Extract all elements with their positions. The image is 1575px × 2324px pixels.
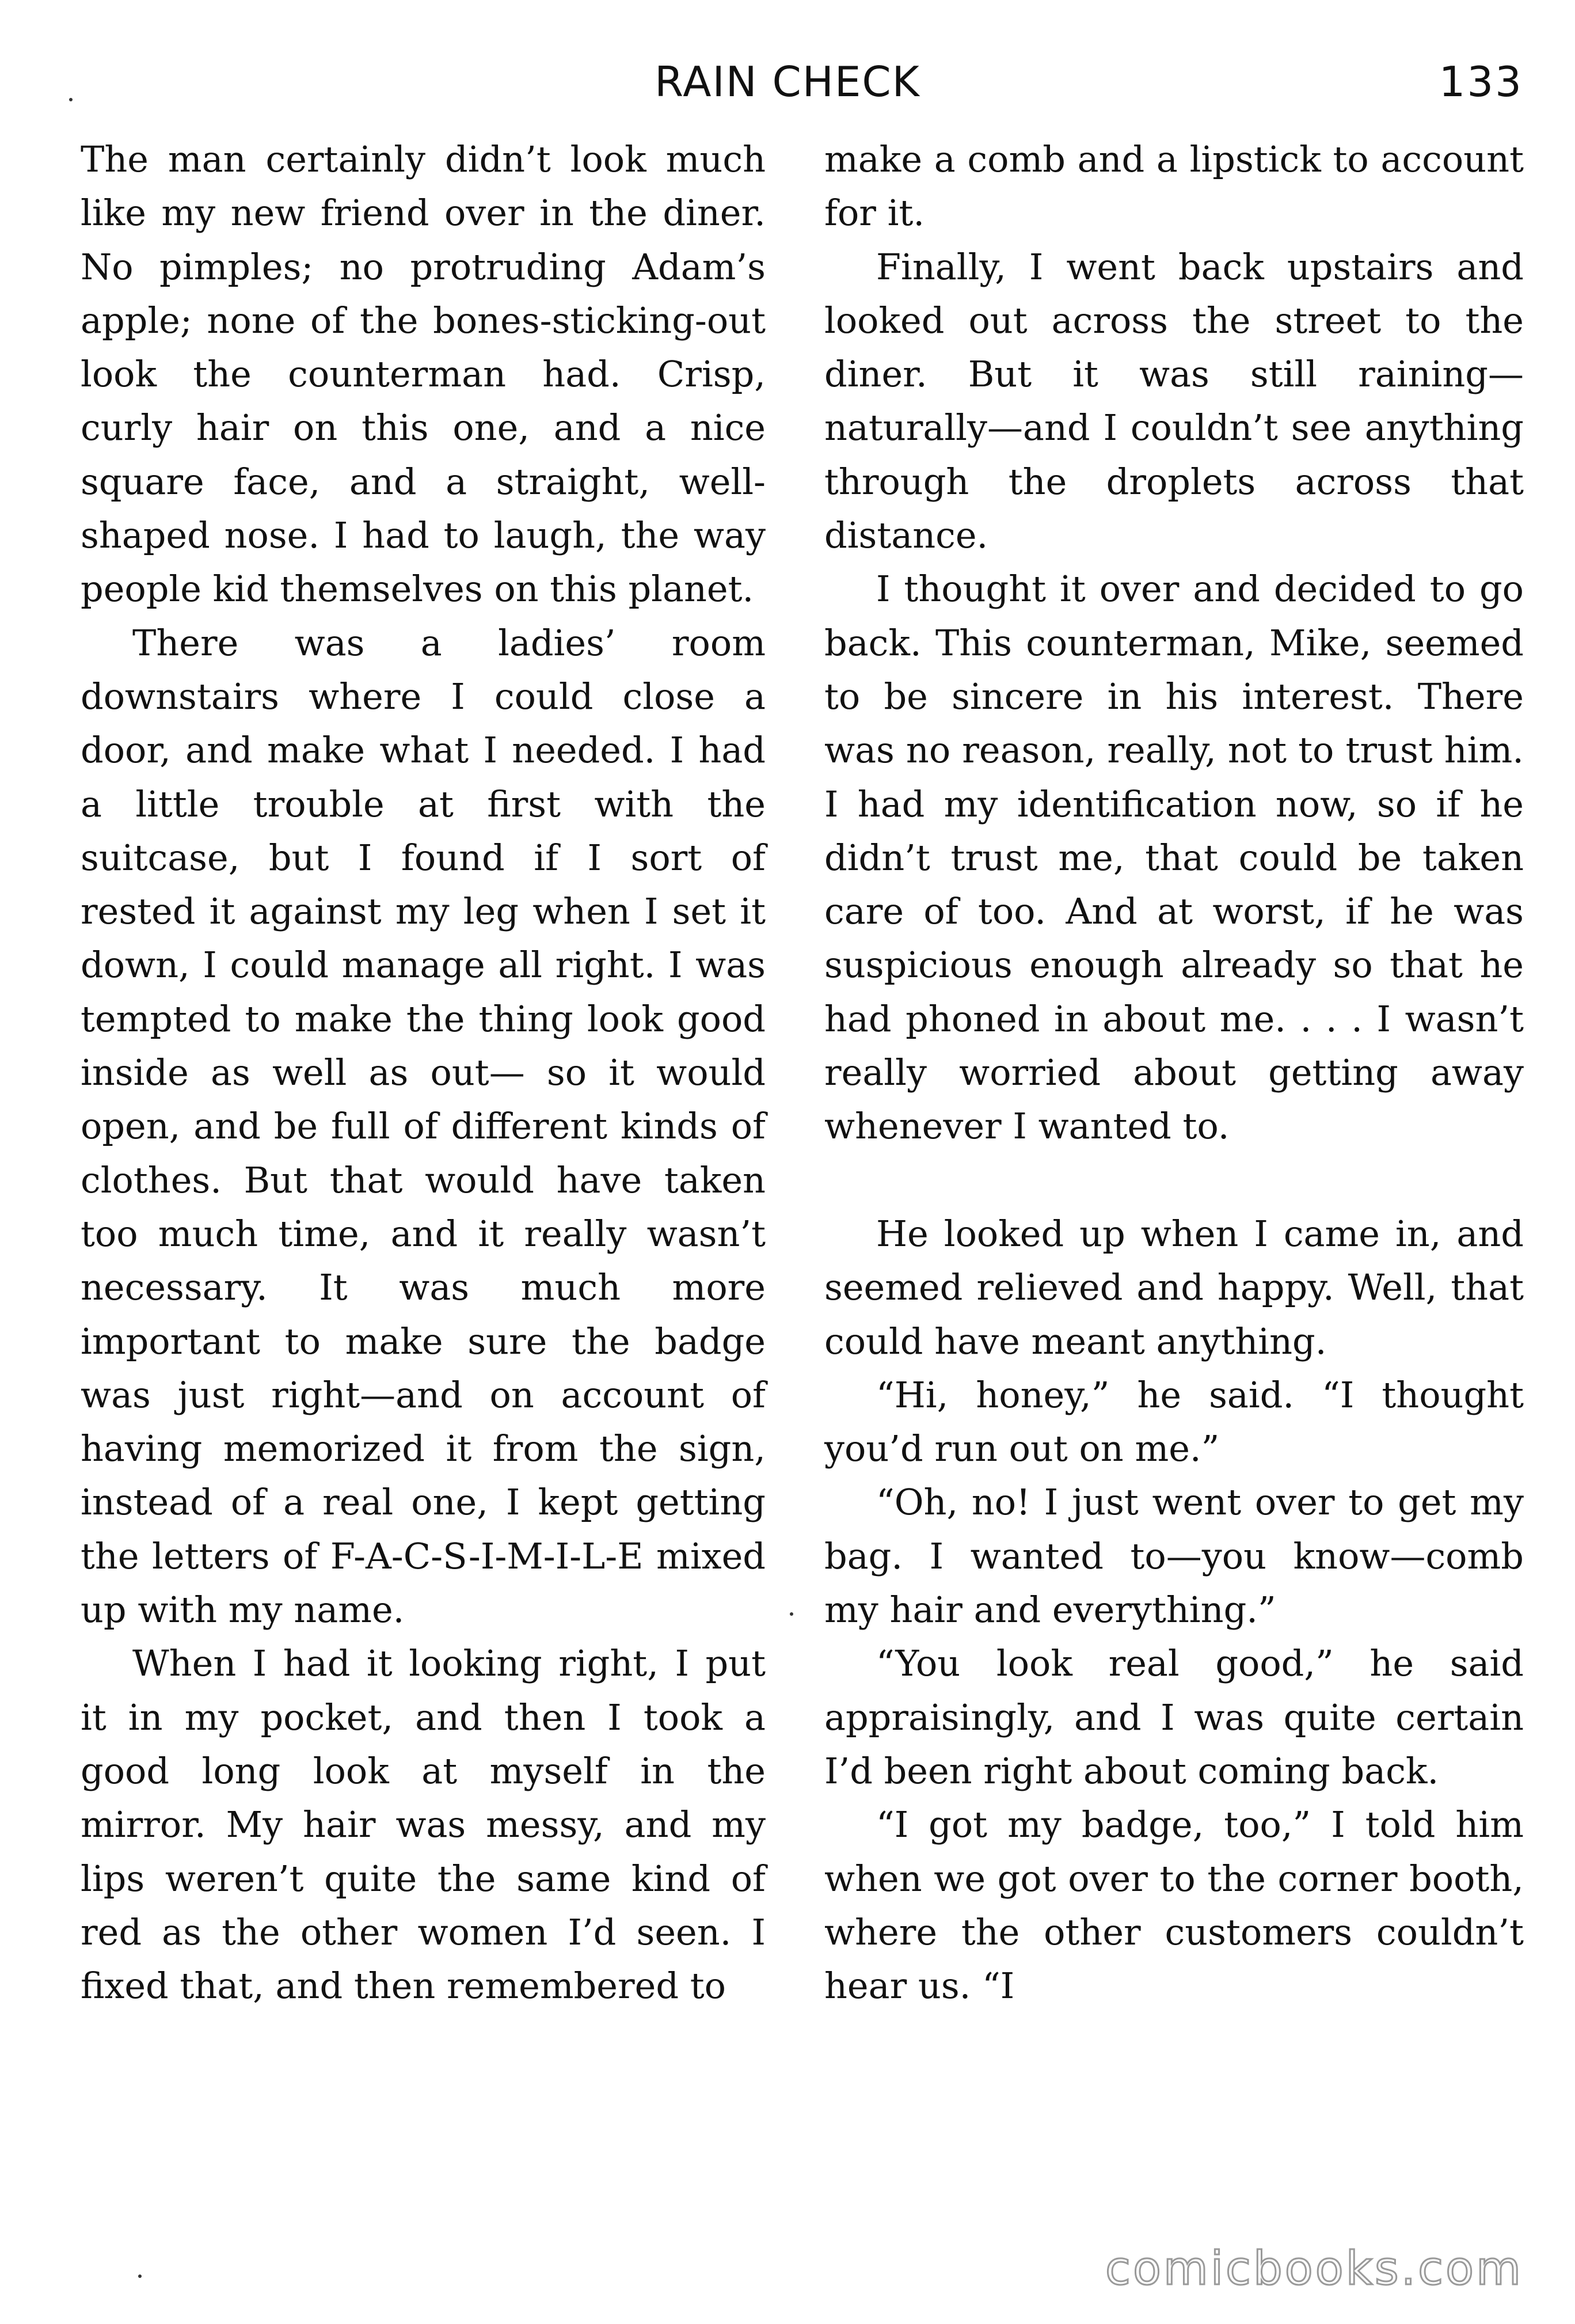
right-paragraph-1: make a comb and a lipstick to account for it. [824, 138, 1524, 234]
right-paragraph-4: He looked up when I came in, and seemed relieved and happy. Well, that could have meant anything. [824, 1212, 1524, 1362]
right-paragraph-7: “You look real good,” he said appraisingly, and I was quite certain I’d been right about coming back. [824, 1642, 1524, 1792]
print-speck [138, 2274, 142, 2278]
right-paragraph-3: I thought it over and decided to go back. This counterman, Mike, seemed to be sincere in his interest. There was no reason, really, not to trust him. I had my identification now, so if he didn’t trust me, that could be taken care of too. And at worst, if he was suspicious enough already so that he had phoned in about me. . . . I wasn’t really worried about getting away whenever I wanted to. [824, 568, 1524, 1148]
left-paragraph-3: When I had it looking right, I put it in my pocket, and then I took a good long look at myself in the mirror. My hair was messy, and my lips weren’t quite the same kind of red as the other women I’d seen. I fixed that, and then remembered to [81, 1642, 766, 2007]
left-paragraph-2: There was a ladies’ room downstairs where I could close a door, and make what I needed. I had a little trouble at first with the suitcase, but I found if I sort of rested it against my leg when I set it down, I could manage all right. I was tempted to make the thing look good inside as well as out— so it would open, and be full of different kinds of clothes. But that would have taken too much time, and it really wasn’t necessary. It was much more important to make sure the badge was just right—and on account of having memorized it from the sign, instead of a real one, I kept getting the letters of F-A-C-S-I-M-I-L-E mixed up with my name. [81, 621, 766, 1631]
left-text-column [81, 132, 766, 2012]
left-paragraph-1: The man certainly didn’t look much like my new friend over in the diner. No pimples; no protruding Adam’s apple; none of the bones-sticking-out look the counterman had. Crisp, curly hair on this one, and a nice square face, and a straight, well-shaped nose. I had to laugh, the way people kid themselves on this planet. [81, 138, 766, 610]
running-header-title: RAIN CHECK [655, 58, 920, 106]
right-paragraph-5: “Hi, honey,” he said. “I thought you’d run out on me.” [824, 1373, 1524, 1470]
right-paragraph-8: “I got my badge, too,” I told him when we got over to the corner booth, where the other customers couldn’t hear us. “I [824, 1803, 1524, 2007]
right-paragraph-2: Finally, I went back upstairs and looked out across the street to the diner. But it was still raining—naturally—and I couldn’t see anything through the droplets across that distance. [824, 245, 1524, 557]
page-number: 133 [1439, 58, 1523, 106]
print-speck [69, 98, 73, 101]
right-text-column [824, 132, 1524, 2012]
print-speck [790, 1612, 793, 1616]
right-paragraph-6: “Oh, no! I just went over to get my bag. I wanted to—you know—comb my hair and everything.” [824, 1481, 1524, 1631]
site-watermark: comicbooks.com [1105, 2242, 1523, 2295]
